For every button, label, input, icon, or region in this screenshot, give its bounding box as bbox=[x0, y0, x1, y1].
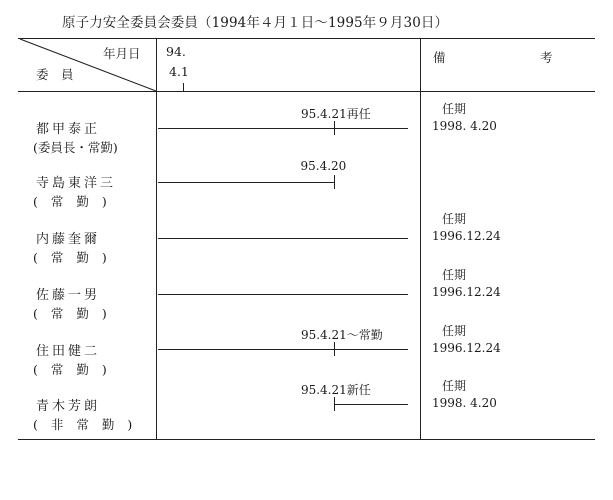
tenure-bar bbox=[158, 182, 334, 183]
header-member-label: 委 員 bbox=[36, 67, 74, 82]
tenure-bar bbox=[158, 238, 408, 239]
tenure-event-label: 95.4.21新任 bbox=[300, 383, 371, 397]
member-role: (常勤) bbox=[33, 306, 120, 321]
tenure-bar bbox=[334, 404, 408, 405]
tenure-event-label: 95.4.20 bbox=[300, 159, 347, 173]
member-name: 内藤奎爾 bbox=[36, 232, 101, 247]
table-title: 原子力安全委員会委員（1994年４月１日～1995年９月30日） bbox=[62, 15, 449, 31]
tenure-event-tick bbox=[334, 175, 335, 189]
member-name: 住田健二 bbox=[36, 344, 101, 359]
tenure-event-tick bbox=[334, 342, 335, 356]
member-name: 佐藤一男 bbox=[36, 288, 101, 303]
tenure-event-label: 95.4.21再任 bbox=[300, 107, 371, 121]
header-date-label: 年月日 bbox=[103, 46, 141, 61]
term-note-label: 任期 bbox=[442, 379, 467, 393]
tenure-bar bbox=[158, 294, 408, 295]
tenure-event-tick bbox=[334, 397, 335, 411]
tenure-bar bbox=[158, 128, 408, 129]
header-remarks-label-2: 考 bbox=[540, 50, 553, 65]
tenure-event-tick bbox=[334, 121, 335, 135]
term-note bbox=[432, 101, 497, 135]
term-note-label: 任期 bbox=[442, 268, 467, 282]
member-role: (非常勤) bbox=[33, 417, 146, 432]
member-role: (常勤) bbox=[33, 250, 120, 265]
member-name: 青木芳朗 bbox=[36, 399, 101, 414]
header-start-tick bbox=[183, 83, 184, 91]
term-note bbox=[432, 378, 497, 412]
term-end-date: 1996.12.24 bbox=[432, 341, 501, 355]
tenure-event-label: 95.4.21～常勤 bbox=[300, 328, 383, 342]
term-note-label: 任期 bbox=[442, 212, 467, 226]
term-note bbox=[432, 267, 501, 301]
term-note-label: 任期 bbox=[442, 102, 467, 116]
header-remarks-label-1: 備 bbox=[433, 50, 446, 65]
member-name: 寺島東洋三 bbox=[36, 176, 117, 191]
member-role: (常勤) bbox=[33, 194, 120, 209]
member-role: (委員長・常勤) bbox=[33, 140, 118, 155]
term-end-date: 1996.12.24 bbox=[432, 285, 501, 299]
term-note bbox=[432, 211, 501, 245]
term-note-label: 任期 bbox=[442, 324, 467, 338]
term-end-date: 1996.12.24 bbox=[432, 229, 501, 243]
term-end-date: 1998. 4.20 bbox=[432, 119, 497, 133]
tenure-bar bbox=[158, 349, 408, 350]
term-end-date: 1998. 4.20 bbox=[432, 396, 497, 410]
header-start-year: 94. bbox=[166, 44, 186, 59]
header-start-date: 4.1 bbox=[169, 64, 189, 79]
member-role: (常勤) bbox=[33, 362, 120, 377]
term-note bbox=[432, 323, 501, 357]
member-name: 都甲泰正 bbox=[36, 122, 101, 137]
